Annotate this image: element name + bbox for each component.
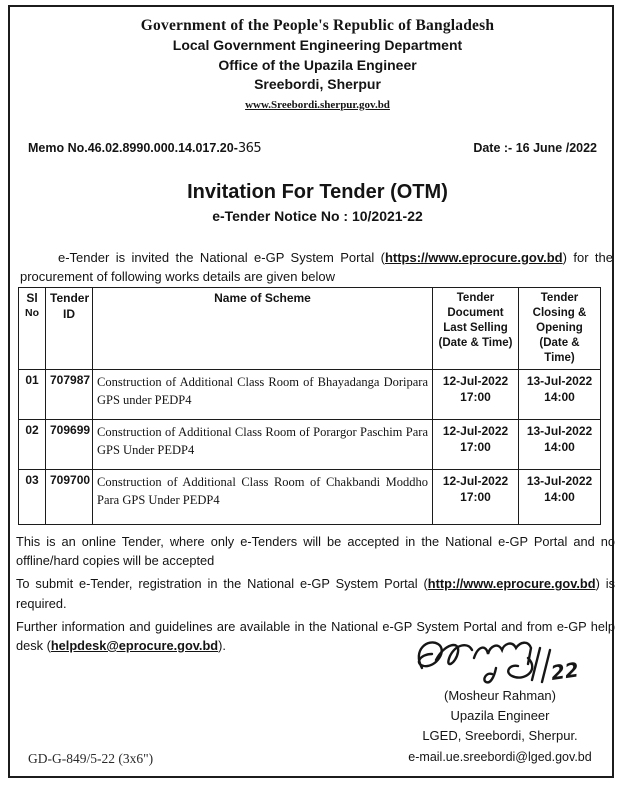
memo-row xyxy=(28,139,597,157)
row-closing-datetime: 13-Jul-2022 14:00 xyxy=(519,369,601,419)
table-header-row xyxy=(19,288,601,370)
office-name: Office of the Upazila Engineer xyxy=(218,56,417,73)
row-tender-id: 709700 xyxy=(46,469,93,524)
table-row xyxy=(19,469,601,524)
note-online-tender: This is an online Tender, where only e-Tenders will be accepted in the National e-GP Portal and no offline/hard copies will be accepted xyxy=(16,534,615,569)
page-title: Invitation For Tender (OTM) xyxy=(187,181,448,203)
memo-label: Memo No.46.02.8990.000.14.017.20- xyxy=(28,141,238,155)
department-name: Local Government Engineering Department xyxy=(172,37,463,54)
helpdesk-email-link[interactable]: helpdesk@eprocure.gov.bd xyxy=(50,637,219,653)
row-sl: 02 xyxy=(19,419,46,469)
memo-number-line xyxy=(28,139,261,157)
memo-serial-number: 365 xyxy=(237,141,262,156)
row-selling-datetime: 12-Jul-2022 17:00 xyxy=(433,369,519,419)
signature-block xyxy=(385,634,615,764)
registration-portal-link[interactable]: http://www.eprocure.gov.bd xyxy=(427,576,596,592)
row-selling-datetime: 12-Jul-2022 17:00 xyxy=(433,419,519,469)
signature-handwritten-date: 22 xyxy=(549,657,581,685)
tender-notice-number: e-Tender Notice No : 10/2021-22 xyxy=(212,208,423,224)
gd-print-code: GD-G-849/5-22 (3x6") xyxy=(28,751,154,766)
intro-text-before: e-Tender is invited the National e-GP System Portal ( xyxy=(58,250,385,265)
office-location: Sreebordi, Sherpur xyxy=(254,76,381,93)
row-sl: 03 xyxy=(19,469,46,524)
header-closing-opening: Tender Closing & Opening (Date & Time) xyxy=(519,288,601,370)
header-tender-id: Tender ID xyxy=(46,288,93,370)
signatory-email: e-mail.ue.sreebordi@lged.gov.bd xyxy=(408,750,592,765)
signature-scribble xyxy=(400,634,600,692)
row-selling-datetime: 12-Jul-2022 17:00 xyxy=(433,469,519,524)
memo-date: Date :- 16 June /2022 xyxy=(473,141,597,155)
eprocure-portal-link[interactable]: https://www.eprocure.gov.bd xyxy=(384,250,563,265)
row-sl: 01 xyxy=(19,369,46,419)
table-row xyxy=(19,369,601,419)
header-scheme-name: Name of Scheme xyxy=(93,288,433,370)
header-document-selling: Tender Document Last Selling (Date & Time) xyxy=(433,288,519,370)
signatory-title: Upazila Engineer xyxy=(450,708,550,724)
table-row xyxy=(19,419,601,469)
row-tender-id: 709699 xyxy=(46,419,93,469)
row-closing-datetime: 13-Jul-2022 14:00 xyxy=(519,419,601,469)
row-scheme-name: Construction of Additional Class Room of Porargor Paschim Para GPS Under PEDP4 xyxy=(93,419,433,469)
note-registration: To submit e-Tender, registration in the National e-GP System Portal (http://www.eprocure.gov.bd) is required. xyxy=(16,576,615,611)
signatory-name: (Mosheur Rahman) xyxy=(444,688,556,703)
row-tender-id: 707987 xyxy=(46,369,93,419)
tender-table xyxy=(18,287,601,525)
office-website-link[interactable]: www.Sreebordi.sherpur.gov.bd xyxy=(245,98,390,111)
row-scheme-name: Construction of Additional Class Room of Bhayadanga Doripara GPS under PEDP4 xyxy=(93,369,433,419)
government-title: Government of the People's Republic of Bangladesh xyxy=(140,17,495,34)
note-further-info: Further information and guidelines are available in the National e-GP System Portal and from e-GP help desk (helpdesk@eprocure.gov.bd). xyxy=(16,618,615,653)
signatory-org: LGED, Sreebordi, Sherpur. xyxy=(422,728,578,744)
row-scheme-name: Construction of Additional Class Room of Chakbandi Moddho Para GPS Under PEDP4 xyxy=(93,469,433,524)
intro-text-after: ) for the procurement of following works details are given below xyxy=(20,250,613,284)
header-sl-no: Sl No xyxy=(19,288,46,370)
letterhead xyxy=(0,16,635,114)
row-closing-datetime: 13-Jul-2022 14:00 xyxy=(519,469,601,524)
intro-paragraph xyxy=(20,249,613,287)
